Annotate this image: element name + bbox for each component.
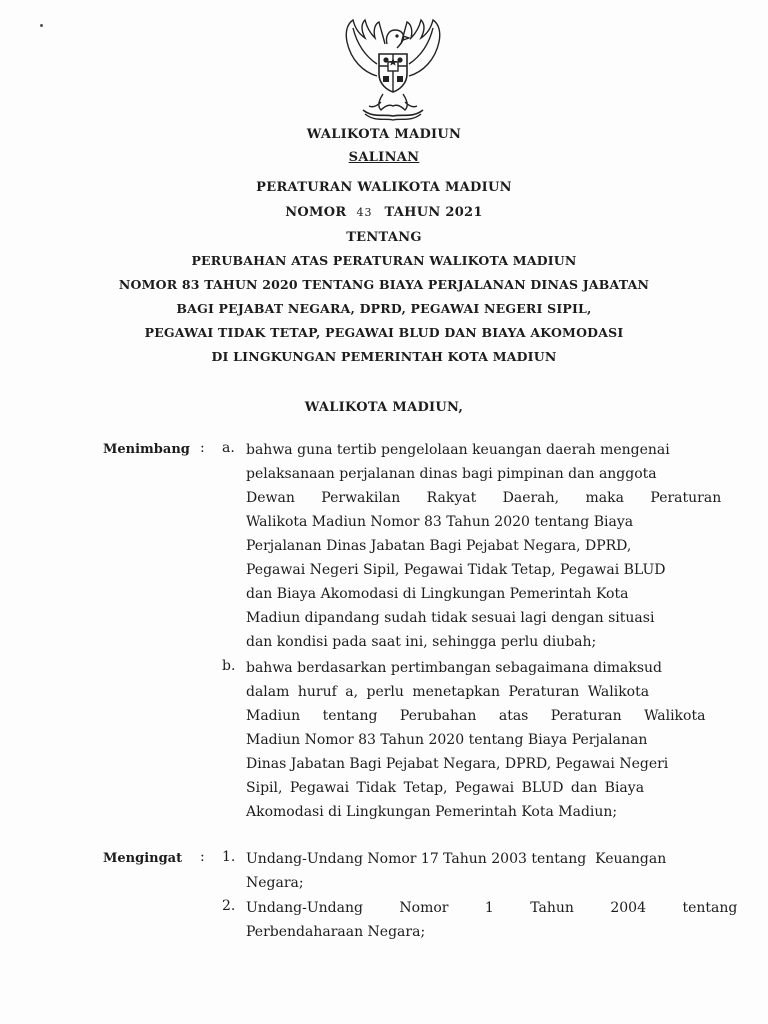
text-line: Pegawai Negeri Sipil, Pegawai Tidak Tetap, Pegawai BLUD bbox=[246, 562, 666, 578]
text-line: bahwa guna tertib pengelolaan keuangan daerah mengenai bbox=[246, 442, 670, 458]
item-marker-2: 2. bbox=[222, 898, 236, 914]
text-line: pelaksanaan perjalanan dinas bagi pimpinan dan anggota bbox=[246, 466, 657, 482]
regulation-title bbox=[60, 249, 708, 369]
text-line: Undang-Undang Nomor 17 Tahun 2003 tentang Keuangan bbox=[246, 851, 667, 867]
text-line: Madiun Nomor 83 Tahun 2020 tentang Biaya Perjalanan bbox=[246, 732, 648, 748]
text-line: dan kondisi pada saat ini, sehingga perlu diubah; bbox=[246, 634, 597, 650]
enacting-authority: WALIKOTA MADIUN, bbox=[304, 400, 464, 415]
mengingat-item-2 bbox=[246, 896, 738, 944]
year-label: TAHUN 2021 bbox=[384, 205, 483, 220]
text-line: dan Biaya Akomodasi di Lingkungan Pemerintah Kota bbox=[246, 586, 629, 602]
regulation-type: PERATURAN WALIKOTA MADIUN bbox=[256, 180, 512, 195]
item-marker-1: 1. bbox=[222, 849, 236, 865]
number-value: 43 bbox=[356, 206, 373, 219]
mengingat-label: Mengingat bbox=[103, 851, 183, 866]
regulation-number-line bbox=[0, 205, 768, 220]
menimbang-label: Menimbang bbox=[103, 442, 190, 457]
mengingat-item-1 bbox=[246, 847, 704, 895]
title-line: DI LINGKUNGAN PEMERINTAH KOTA MADIUN bbox=[211, 349, 557, 364]
about-label: TENTANG bbox=[346, 230, 422, 245]
text-line: Dinas Jabatan Bagi Pejabat Negara, DPRD, Pegawai Negeri bbox=[246, 756, 669, 772]
title-line: NOMOR 83 TAHUN 2020 TENTANG BIAYA PERJALANAN DINAS JABATAN bbox=[118, 277, 650, 292]
title-line: BAGI PEJABAT NEGARA, DPRD, PEGAWAI NEGERI SIPIL, bbox=[176, 301, 592, 316]
text-line: Madiun dipandang sudah tidak sesuai lagi dengan situasi bbox=[246, 610, 655, 626]
text-line: Akomodasi di Lingkungan Pemerintah Kota Madiun; bbox=[246, 804, 618, 820]
text-line: Walikota Madiun Nomor 83 Tahun 2020 tentang Biaya bbox=[246, 514, 634, 530]
text-line: Dewan Perwakilan Rakyat Daerah, maka Peraturan bbox=[246, 490, 722, 506]
number-label: NOMOR bbox=[285, 205, 347, 220]
authority-heading: WALIKOTA MADIUN bbox=[306, 127, 462, 142]
menimbang-colon: : bbox=[200, 440, 205, 456]
garuda-emblem-icon bbox=[333, 14, 453, 126]
text-line: Madiun tentang Perubahan atas Peraturan Walikota bbox=[246, 708, 706, 724]
menimbang-item-b bbox=[246, 656, 704, 824]
copy-mark: SALINAN bbox=[348, 150, 420, 165]
text-line: Sipil, Pegawai Tidak Tetap, Pegawai BLUD dan Biaya bbox=[246, 780, 645, 796]
menimbang-item-a bbox=[246, 438, 722, 654]
item-marker-b: b. bbox=[222, 658, 236, 674]
text-line: bahwa berdasarkan pertimbangan sebagaimana dimaksud bbox=[246, 660, 663, 676]
text-line: Undang-Undang Nomor 1 Tahun 2004 tentang bbox=[246, 900, 738, 916]
text-line: dalam huruf a, perlu menetapkan Peraturan Walikota bbox=[246, 684, 650, 700]
title-line: PEGAWAI TIDAK TETAP, PEGAWAI BLUD DAN BIAYA AKOMODASI bbox=[144, 325, 624, 340]
item-marker-a: a. bbox=[222, 440, 235, 456]
text-line: Negara; bbox=[246, 875, 304, 891]
text-line: Perbendaharaan Negara; bbox=[246, 924, 426, 940]
text-line: Perjalanan Dinas Jabatan Bagi Pejabat Negara, DPRD, bbox=[246, 538, 632, 554]
mengingat-colon: : bbox=[200, 849, 205, 865]
scan-speck bbox=[40, 24, 43, 27]
title-line: PERUBAHAN ATAS PERATURAN WALIKOTA MADIUN bbox=[191, 253, 577, 268]
